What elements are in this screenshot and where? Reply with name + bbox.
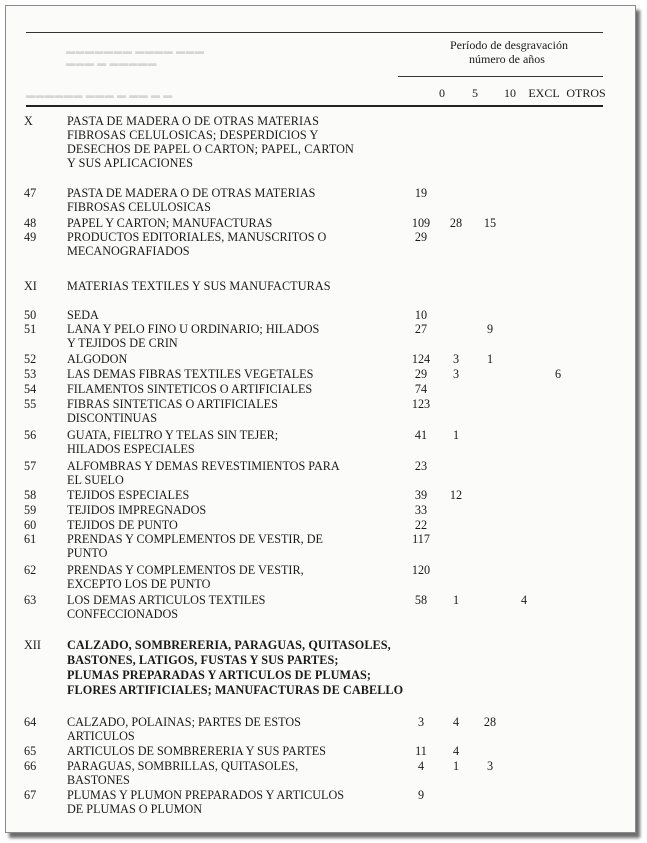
header-bottom-rule xyxy=(26,105,603,107)
chapter-number: 48 xyxy=(24,216,37,230)
chapter-number: 67 xyxy=(24,788,37,802)
value-excl: 4 xyxy=(520,593,528,607)
chapter-description xyxy=(67,216,367,230)
description-line: LAS DEMAS FIBRAS TEXTILES VEGETALES xyxy=(67,367,314,381)
value-otros: 6 xyxy=(554,367,562,381)
value-v0: 10 xyxy=(414,308,428,322)
description-line: BASTONES xyxy=(67,773,130,787)
chapter-number: 65 xyxy=(24,744,37,758)
chapter-description xyxy=(67,459,367,487)
chapter-description xyxy=(67,186,367,214)
chapter-number: 49 xyxy=(24,230,37,244)
description-line: PAPEL Y CARTON; MANUFACTURAS xyxy=(67,216,273,230)
chapter-description xyxy=(67,744,367,758)
column-header-0: 0 xyxy=(439,86,445,100)
description-line: Y SUS APLICACIONES xyxy=(67,156,193,170)
description-line: DE PLUMAS O PLUMON xyxy=(67,802,203,816)
description-line: PARAGUAS, SOMBRILLAS, QUITASOLES, xyxy=(67,759,299,773)
description-line: ALGODON xyxy=(67,352,128,366)
description-line: EXCEPTO LOS DE PUNTO xyxy=(67,577,211,591)
description-line: CALZADO, POLAINAS; PARTES DE ESTOS xyxy=(67,715,301,729)
column-header-10: 10 xyxy=(504,86,516,100)
chapter-number: 58 xyxy=(24,488,37,502)
chapter-number: XI xyxy=(24,279,37,293)
chapter-description xyxy=(67,788,367,816)
description-line: FILAMENTOS SINTETICOS O ARTIFICIALES xyxy=(67,382,313,396)
chapter-number: 60 xyxy=(24,518,37,532)
value-v0: 58 xyxy=(414,593,428,607)
chapter-number: 50 xyxy=(24,308,37,322)
description-line: PRENDAS Y COMPLEMENTOS DE VESTIR, xyxy=(67,563,304,577)
chapter-number: 53 xyxy=(24,367,37,381)
value-v5: 3 xyxy=(452,367,460,381)
chapter-number: 64 xyxy=(24,715,37,729)
description-line: CONFECCIONADOS xyxy=(67,607,179,621)
description-line: FIBRAS SINTETICAS O ARTIFICIALES xyxy=(67,397,278,411)
description-line: MECANOGRAFIADOS xyxy=(67,244,190,258)
description-line: DISCONTINUAS xyxy=(67,411,158,425)
chapter-number: 56 xyxy=(24,428,37,442)
description-line: BASTONES, LATIGOS, FUSTAS Y SUS PARTES; xyxy=(67,653,339,667)
description-line: HILADOS ESPECIALES xyxy=(67,442,195,456)
value-v0: 120 xyxy=(411,563,431,577)
description-line: FIBROSAS CELULOSICAS; DESPERDICIOS Y xyxy=(67,128,319,142)
value-v0: 39 xyxy=(414,488,428,502)
chapter-number: 63 xyxy=(24,593,37,607)
value-v0: 23 xyxy=(414,459,428,473)
chapter-description xyxy=(67,322,367,350)
chapter-number: 61 xyxy=(24,532,37,546)
show-through-texture: ▬▬▬▬▬▬ ▬▬▬ ▬ ▬▬ ▬ ▬ xyxy=(26,90,173,100)
description-line: MATERIAS TEXTILES Y SUS MANUFACTURAS xyxy=(67,279,331,293)
chapter-description xyxy=(67,279,367,293)
description-line: DESECHOS DE PAPEL O CARTON; PAPEL, CARTON xyxy=(67,142,354,156)
chapter-description xyxy=(67,593,367,621)
chapter-description xyxy=(67,759,367,787)
description-line: FLORES ARTIFICIALES; MANUFACTURAS DE CABELLO xyxy=(67,683,404,697)
value-v5: 4 xyxy=(452,715,460,729)
description-line: GUATA, FIELTRO Y TELAS SIN TEJER; xyxy=(67,428,279,442)
value-v0: 117 xyxy=(412,532,430,546)
description-line: PUNTO xyxy=(67,546,108,560)
value-v5: 4 xyxy=(452,744,460,758)
document-page xyxy=(5,5,636,833)
chapter-number: 66 xyxy=(24,759,37,773)
chapter-description xyxy=(67,230,367,258)
value-v0: 4 xyxy=(417,759,425,773)
description-line: TEJIDOS IMPREGNADOS xyxy=(67,503,207,517)
column-header-excl: EXCL xyxy=(528,86,560,100)
value-v0: 109 xyxy=(411,216,431,230)
value-v0: 33 xyxy=(414,503,428,517)
chapter-number: 54 xyxy=(24,382,37,396)
description-line: ARTICULOS DE SOMBRERERIA Y SUS PARTES xyxy=(67,744,326,758)
description-line: ALFOMBRAS Y DEMAS REVESTIMIENTOS PARA xyxy=(67,459,340,473)
description-line: CALZADO, SOMBRERERIA, PARAGUAS, QUITASOLES, xyxy=(67,638,391,652)
description-line: LOS DEMAS ARTICULOS TEXTILES xyxy=(67,593,266,607)
value-v5: 1 xyxy=(452,428,460,442)
value-v0: 22 xyxy=(414,518,428,532)
chapter-description xyxy=(67,563,367,591)
chapter-number: 62 xyxy=(24,563,37,577)
value-v0: 29 xyxy=(414,367,428,381)
description-line: TEJIDOS DE PUNTO xyxy=(67,518,178,532)
show-through-texture: ▬▬▬▬▬▬▬ ▬▬▬▬ ▬▬▬ xyxy=(66,46,205,56)
column-header-otros: OTROS xyxy=(566,86,606,100)
chapter-number: 55 xyxy=(24,397,37,411)
description-line: LANA Y PELO FINO U ORDINARIO; HILADOS xyxy=(67,322,320,336)
value-v10: 28 xyxy=(483,715,497,729)
description-line: EL SUELO xyxy=(67,473,124,487)
value-v10: 15 xyxy=(483,216,497,230)
description-line: ARTICULOS xyxy=(67,729,135,743)
chapter-description xyxy=(67,352,367,366)
value-v0: 41 xyxy=(414,428,428,442)
chapter-description xyxy=(67,638,404,698)
chapter-number: 52 xyxy=(24,352,37,366)
value-v0: 74 xyxy=(414,382,428,396)
description-line: PASTA DE MADERA O DE OTRAS MATERIAS xyxy=(67,186,316,200)
header-subrule xyxy=(398,76,603,77)
value-v0: 124 xyxy=(411,352,431,366)
value-v0: 3 xyxy=(417,715,425,729)
chapter-description xyxy=(67,397,367,425)
chapter-number: 51 xyxy=(24,322,37,336)
chapter-number: XII xyxy=(24,638,41,652)
header-title-line1: Período de desgravación xyxy=(450,38,568,52)
chapter-number: 47 xyxy=(24,186,37,200)
description-line: PASTA DE MADERA O DE OTRAS MATERIAS xyxy=(67,114,319,128)
chapter-description xyxy=(67,382,367,396)
value-v0: 19 xyxy=(414,186,428,200)
value-v5: 1 xyxy=(452,759,460,773)
chapter-description xyxy=(67,428,367,456)
show-through-texture: ▬▬▬ ▬ ▬▬▬▬▬ xyxy=(66,58,157,68)
column-header-5: 5 xyxy=(472,86,478,100)
value-v10: 9 xyxy=(486,322,494,336)
value-v10: 1 xyxy=(486,352,494,366)
value-v5: 28 xyxy=(449,216,463,230)
value-v5: 1 xyxy=(452,593,460,607)
chapter-number: 59 xyxy=(24,503,37,517)
value-v0: 29 xyxy=(414,230,428,244)
value-v10: 3 xyxy=(486,759,494,773)
description-line: PRODUCTOS EDITORIALES, MANUSCRITOS O xyxy=(67,230,327,244)
value-v0: 9 xyxy=(417,788,425,802)
description-line: SEDA xyxy=(67,308,99,322)
description-line: TEJIDOS ESPECIALES xyxy=(67,488,190,502)
chapter-description xyxy=(67,503,367,517)
header-title-line2: número de años xyxy=(469,52,545,66)
chapter-description xyxy=(67,308,367,322)
description-line: PRENDAS Y COMPLEMENTOS DE VESTIR, DE xyxy=(67,532,323,546)
chapter-description xyxy=(67,715,367,743)
description-line: FIBROSAS CELULOSICAS xyxy=(67,200,211,214)
description-line: PLUMAS PREPARADAS Y ARTICULOS DE PLUMAS; xyxy=(67,668,372,682)
value-v0: 27 xyxy=(414,322,428,336)
chapter-number: X xyxy=(24,114,33,128)
chapter-description xyxy=(67,114,367,170)
value-v0: 11 xyxy=(415,744,427,758)
chapter-number: 57 xyxy=(24,459,37,473)
value-v0: 123 xyxy=(411,397,431,411)
description-line: PLUMAS Y PLUMON PREPARADOS Y ARTICULOS xyxy=(67,788,345,802)
description-line: Y TEJIDOS DE CRIN xyxy=(67,336,178,350)
value-v5: 12 xyxy=(449,488,463,502)
chapter-description xyxy=(67,367,367,381)
chapter-description xyxy=(67,518,367,532)
chapter-description xyxy=(67,532,367,560)
top-rule xyxy=(26,32,603,33)
value-v5: 3 xyxy=(452,352,460,366)
chapter-description xyxy=(67,488,367,502)
